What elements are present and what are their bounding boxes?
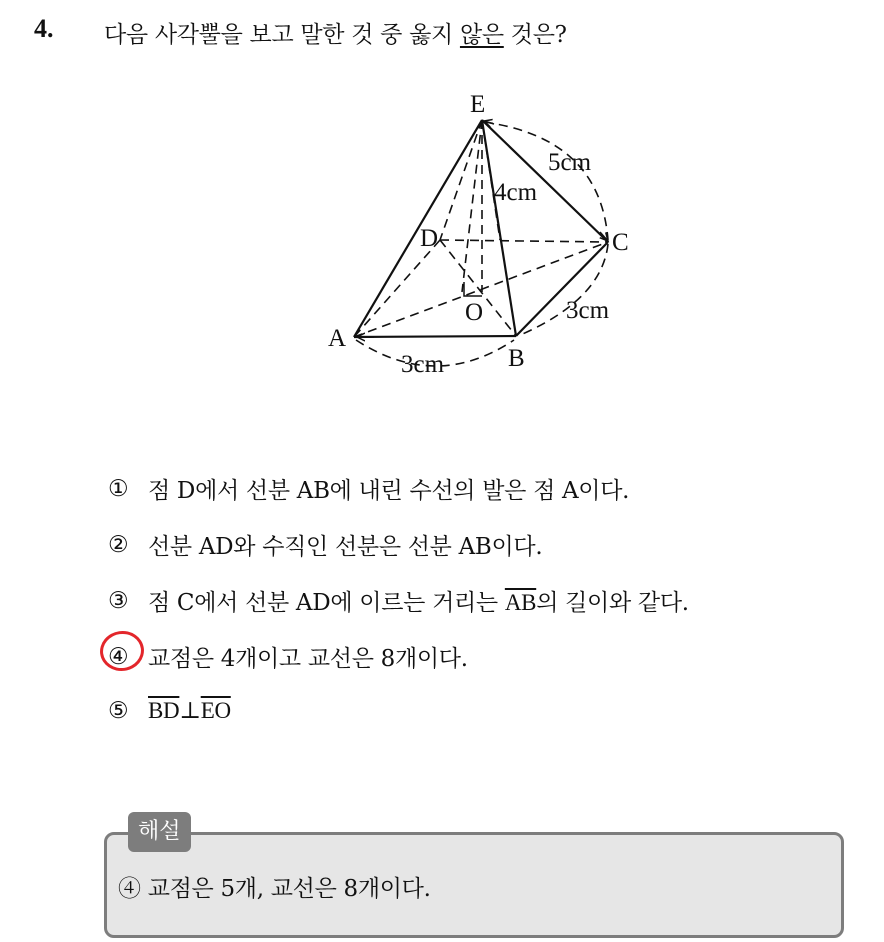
choice-2-number: ② — [108, 531, 129, 558]
explanation-tag: 해설 — [128, 812, 191, 852]
choice-4-text: 교점은 4개이고 교선은 8개이다. — [148, 646, 468, 672]
label-B: B — [508, 345, 525, 372]
segment-AB-overline: $\overline{AB}$ — [504, 590, 537, 615]
label-E: E — [470, 91, 486, 118]
choice-5-text — [148, 698, 231, 724]
choice-3-number: ③ — [108, 587, 129, 614]
label-D: D — [420, 225, 439, 252]
length-AB: 3cm — [401, 351, 445, 378]
edge-DC — [440, 240, 608, 242]
choice-5-number: ⑤ — [108, 698, 129, 724]
explanation-text: ④ 교점은 5개, 교선은 8개이다. — [118, 876, 431, 902]
label-O: O — [465, 299, 484, 326]
question-underlined-word: 않은 — [459, 22, 504, 48]
choice-1-text: 점 D에서 선분 AB에 내린 수선의 발은 점 A이다. — [148, 478, 630, 504]
length-EC: 5cm — [548, 149, 592, 176]
choice-3-text-before: 점 C에서 선분 AD에 이르는 거리는 — [148, 590, 505, 616]
choice-1-number: ① — [108, 475, 129, 502]
choice-2 — [108, 528, 542, 561]
choice-3-text — [148, 584, 689, 617]
choice-3 — [108, 584, 689, 617]
label-C: C — [612, 229, 629, 256]
choice-3-text-after: 의 길이와 같다. — [536, 590, 689, 616]
edge-EA — [354, 120, 482, 337]
length-BC: 3cm — [566, 297, 610, 324]
question-number: 4. — [34, 14, 54, 43]
choice-1 — [108, 472, 629, 505]
choice-4 — [108, 640, 468, 673]
segment-EO-overline: $\overline{EO}$ — [200, 698, 231, 723]
guide-E-D2 — [462, 120, 482, 292]
choice-5 — [108, 698, 231, 724]
edge-AB — [354, 336, 516, 337]
choice-2-text: 선분 AD와 수직인 선분은 선분 AB이다. — [148, 534, 543, 560]
segment-BD-overline: $\overline{BD}$ — [148, 698, 180, 723]
edge-EB — [482, 120, 516, 336]
edge-DA — [354, 240, 440, 337]
perpendicular-symbol: ⊥ — [179, 698, 201, 724]
length-EO: 4cm — [494, 179, 538, 206]
choice-4-number: ④ — [108, 643, 129, 670]
question-text-before: 다음 사각뿔을 보고 말한 것 중 옳지 — [104, 22, 460, 48]
question-text-after: 것은? — [503, 22, 567, 48]
pyramid-figure — [0, 0, 884, 420]
label-A: A — [328, 325, 347, 352]
